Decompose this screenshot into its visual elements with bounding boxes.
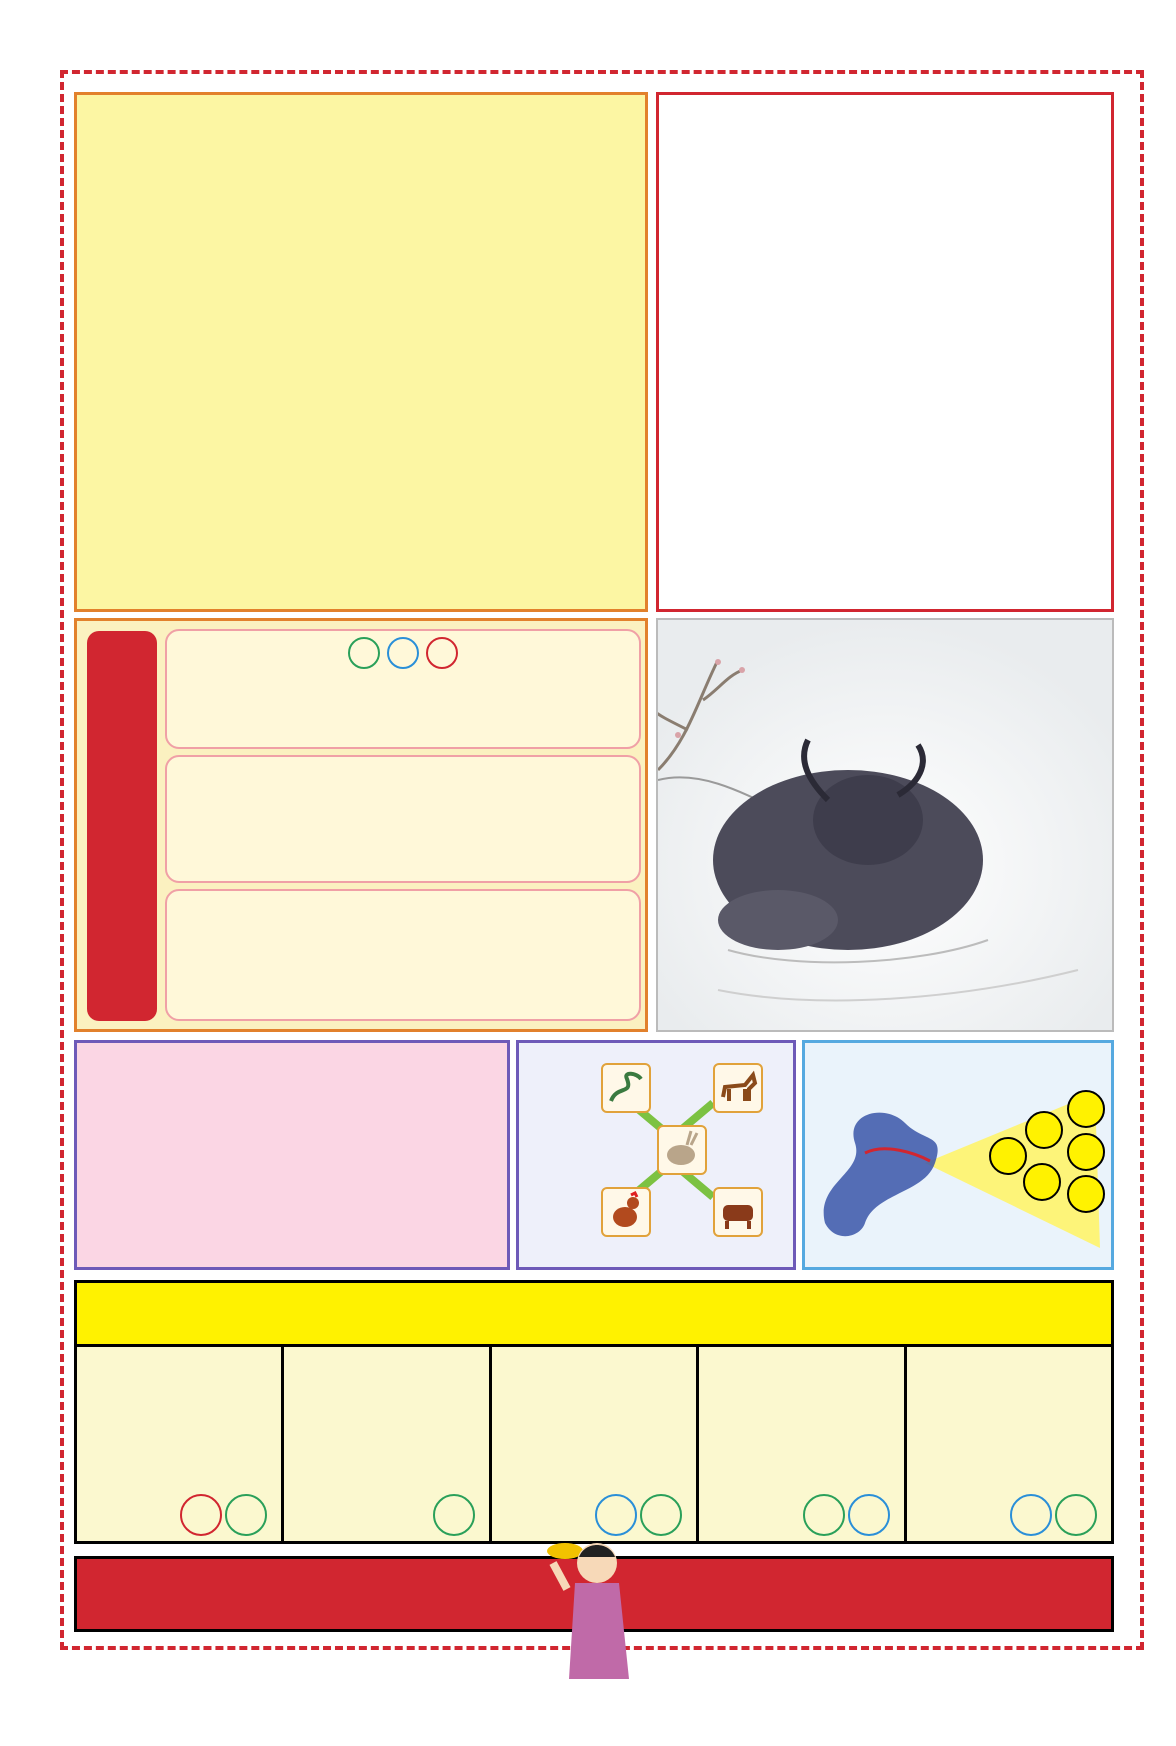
recommend-column <box>699 1347 906 1544</box>
number-ball <box>180 1494 222 1536</box>
rabbit-icon <box>659 1127 705 1173</box>
number-ball <box>848 1494 890 1536</box>
horse-icon <box>715 1065 761 1111</box>
number-ball <box>1055 1494 1097 1536</box>
recommend-column <box>907 1347 1111 1544</box>
pearl-ball <box>1025 1111 1063 1149</box>
pearl-ball <box>989 1137 1027 1175</box>
number-ball <box>433 1494 475 1536</box>
wave-box-1-head <box>167 637 639 669</box>
wave-panel-side-title <box>87 631 157 1021</box>
recommend-column <box>492 1347 699 1544</box>
zodiac-poem-panel <box>74 1040 510 1270</box>
recommend-columns <box>77 1347 1111 1544</box>
wave-box-3 <box>165 889 641 1021</box>
recommend-column <box>77 1347 284 1544</box>
ox-panel <box>656 618 1114 1032</box>
dragon-icon <box>603 1065 649 1111</box>
rooster-icon <box>603 1189 649 1235</box>
poem-panel <box>74 92 648 612</box>
child-mascot-illustration <box>545 1529 635 1679</box>
rabbit-zodiac-tile <box>657 1125 707 1175</box>
bagua-panel <box>656 92 1114 612</box>
ox-painting <box>658 620 1112 1030</box>
bottom-banner <box>74 1556 1114 1632</box>
ox-icon <box>715 1189 761 1235</box>
number-ball <box>640 1494 682 1536</box>
rooster-zodiac-tile <box>601 1187 651 1237</box>
wave-panel <box>74 618 648 1032</box>
pearl-ball <box>1067 1175 1105 1213</box>
number-ball <box>426 637 458 669</box>
dragon-pearl-panel <box>802 1040 1114 1270</box>
dragon-zodiac-tile <box>601 1063 651 1113</box>
horse-zodiac-tile <box>713 1063 763 1113</box>
pearl-ball <box>1023 1163 1061 1201</box>
pearl-ball <box>1067 1133 1105 1171</box>
number-ball <box>803 1494 845 1536</box>
recommend-column <box>284 1347 491 1544</box>
number-ball <box>1010 1494 1052 1536</box>
bagua-wheel <box>659 177 1111 527</box>
number-ball <box>387 637 419 669</box>
wave-box-2 <box>165 755 641 883</box>
number-ball <box>225 1494 267 1536</box>
pearl-ball <box>1067 1090 1105 1128</box>
recommend-panel <box>74 1280 1114 1544</box>
ox-zodiac-tile <box>713 1187 763 1237</box>
recommend-balls <box>180 1494 267 1536</box>
wave-box-1 <box>165 629 641 749</box>
number-ball <box>348 637 380 669</box>
recommend-balls <box>433 1494 475 1536</box>
recommend-balls <box>1010 1494 1097 1536</box>
recommend-balls <box>803 1494 890 1536</box>
recommend-banner <box>77 1283 1111 1347</box>
top-bar <box>0 0 1176 30</box>
penetration-panel <box>516 1040 796 1270</box>
